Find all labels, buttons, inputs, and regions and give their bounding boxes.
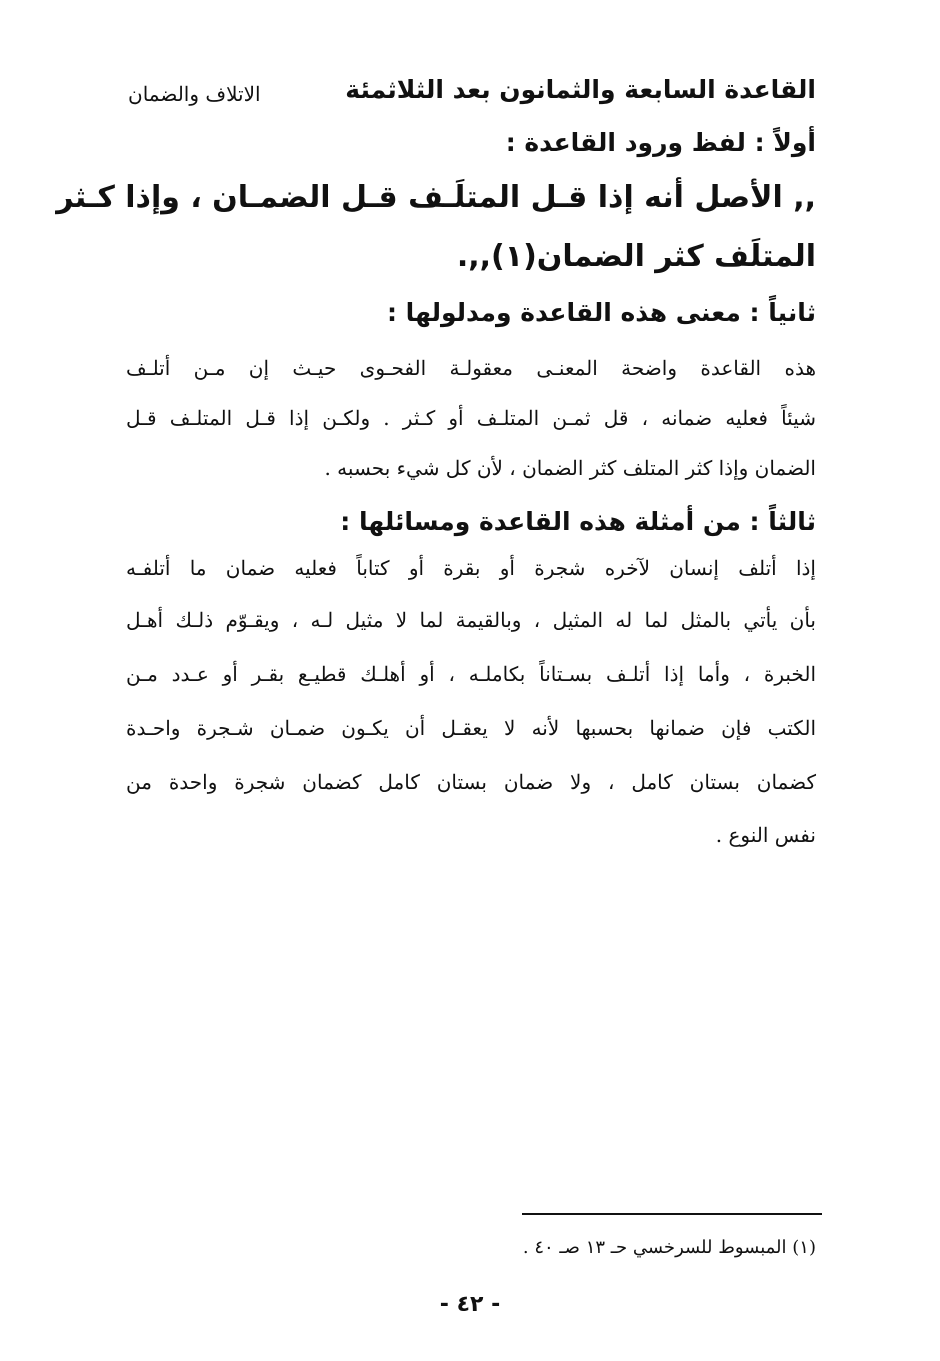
paragraph-line: الضمان وإذا كثر المتلف كثر الضمان ، لأن كل شيء بحسبه . (324, 456, 816, 480)
paragraph-line: نفس النوع . (715, 823, 816, 847)
paragraph-line: شيئاً فعليه ضمانه ، قل ثمـن المتلـف أو كـثر . ولكـن إذا قـل المتلـف قـل (126, 406, 816, 430)
paragraph-line: الخبرة ، وأما إذا أتلـف بسـتاناً بكاملـه ، أو أهلـك قطيـع بقـر أو عـدد مـن (126, 662, 816, 686)
rule-title: القاعدة السابعة والثمانون بعد الثلاثمئة (345, 75, 816, 104)
paragraph-line: إذا أتلف إنسان لآخره شجرة أو بقرة أو كتاباً فعليه ضمان ما أتلفـه (126, 556, 816, 580)
rule-quote-line: ,, الأصل أنه إذا قـل المتلَـف قـل الضمـان ، وإذا كـثر (56, 180, 816, 215)
running-header-topic: الاتلاف والضمان (128, 82, 261, 106)
paragraph-line: كضمان بستان كامل ، ولا ضمان بستان كامل كضمان شجرة واحدة من (126, 770, 816, 794)
footnote-divider (522, 1213, 822, 1215)
section-heading-examples: ثالثاً : من أمثلة هذه القاعدة ومسائلها : (340, 507, 816, 536)
section-heading-wording: أولاً : لفظ ورود القاعدة : (505, 128, 816, 157)
section-heading-meaning: ثانياً : معنى هذه القاعدة ومدلولها : (386, 298, 816, 327)
paragraph-line: بأن يأتي بالمثل لما له المثيل ، وبالقيمة لما لا مثيل لـه ، ويقـوّم ذلـك أهـل (126, 608, 816, 632)
footnote: (١) المبسوط للسرخسي حـ ١٣ صـ ٤٠ . (522, 1237, 816, 1258)
page-number: - ٤٢ - (439, 1292, 501, 1317)
rule-quote-line: المتلَف كثر الضمان(١),,. (456, 239, 816, 274)
paragraph-line: هذه القاعدة واضحة المعنـى معقولـة الفحـوى حيـث إن مـن أتلـف (126, 356, 816, 380)
paragraph-line: الكتب فإن ضمانها بحسبها لأنه لا يعقـل أن يكـون ضمـان شـجرة واحـدة (126, 716, 816, 740)
